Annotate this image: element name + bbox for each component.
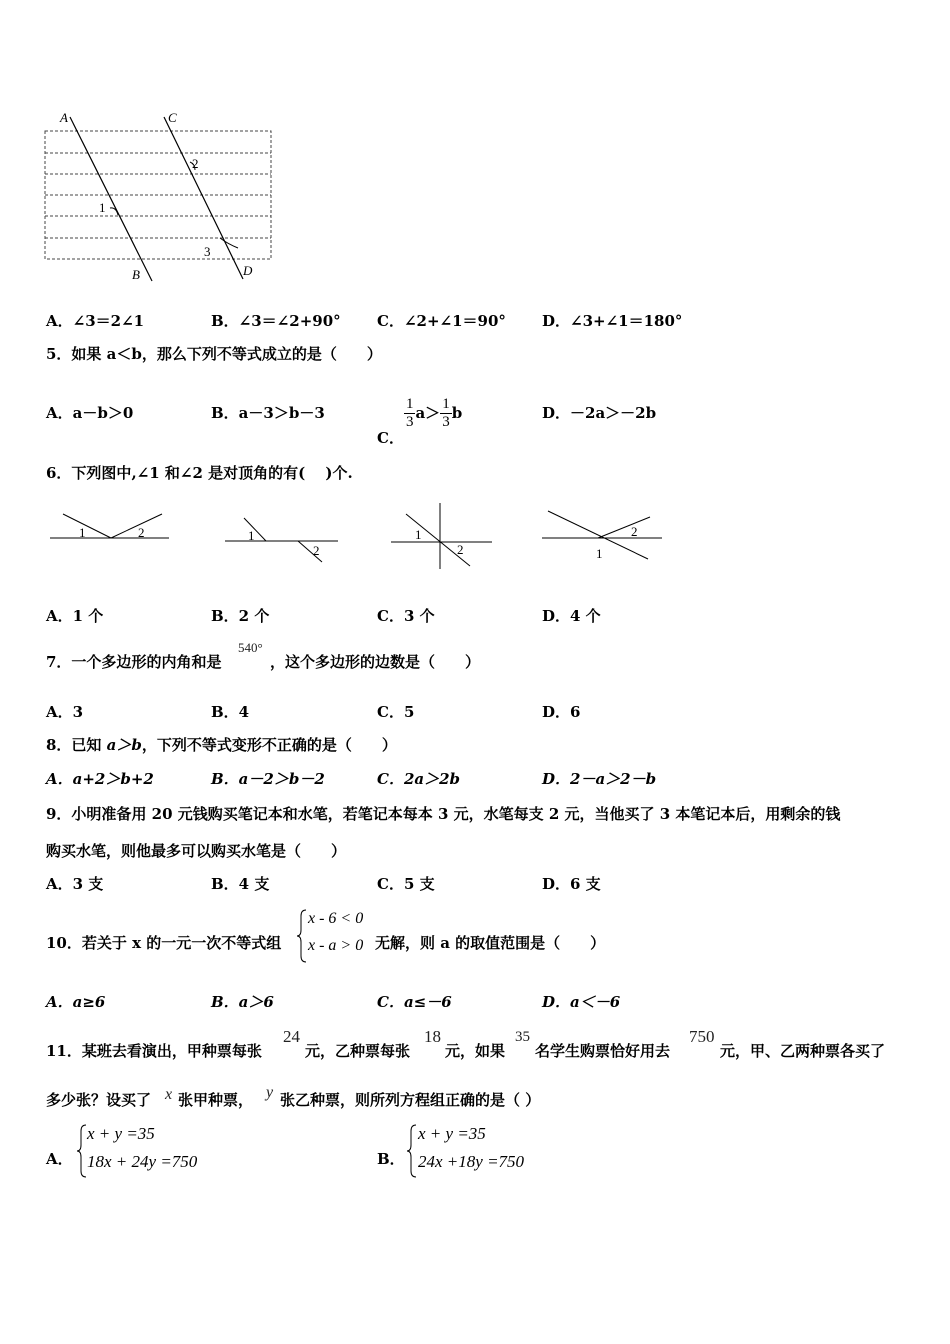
q5-option-b[interactable]: B．a－3＞b－3 — [211, 404, 325, 422]
label-c: C — [168, 110, 177, 125]
q10-option-b[interactable]: B．a＞6 — [211, 993, 274, 1011]
q9-option-d[interactable]: D．6 支 — [542, 875, 601, 893]
q4-option-b[interactable]: B．∠3＝∠2+90° — [211, 312, 341, 330]
transversal-ab — [70, 117, 152, 281]
fraction-numerator: 1 — [405, 395, 414, 412]
q10-stem-before: 10．若关于 x 的一元一次不等式组 — [46, 934, 282, 952]
q6-stem: 6．下列图中,∠1 和∠2 是对顶角的有( )个. — [46, 464, 353, 482]
q11-option-b-eq2: 24x +18y =750 — [418, 1152, 525, 1171]
q11-text-2: 元，乙种票每张 — [305, 1042, 411, 1060]
q11-option-a-label[interactable]: A． — [46, 1150, 73, 1168]
q6-fig2-angle-1: 1 — [248, 528, 255, 543]
q8-stem — [46, 735, 397, 755]
q4-option-d[interactable]: D．∠3+∠1＝180° — [542, 312, 683, 330]
q11-option-b-label[interactable]: B． — [377, 1150, 405, 1168]
angle-2-label: 2 — [192, 156, 199, 171]
q7-angle-sum: 540° — [238, 640, 263, 655]
q9-option-a[interactable]: A．3 支 — [46, 875, 104, 893]
q6-fig3-angle-2: 2 — [457, 542, 464, 557]
q6-option-c[interactable]: C．3 个 — [377, 607, 435, 625]
label-b: B — [132, 267, 140, 282]
q5-option-c-tail: b — [451, 404, 463, 422]
q11-text-3: 元，如果 — [445, 1042, 506, 1060]
q5-stem: 5．如果 a＜b，那么下列不等式成立的是（ ） — [46, 345, 382, 363]
q6-figure-1 — [45, 505, 175, 555]
q6-fig3-angle-1: 1 — [415, 527, 422, 542]
angle-1-label: 1 — [99, 200, 106, 215]
q11-option-a-eq2: 18x + 24y =750 — [87, 1152, 198, 1171]
q11-total: 750 — [689, 1027, 715, 1046]
parallel-lines-figure — [40, 105, 280, 285]
q11-text-7: 张甲种票， — [178, 1091, 254, 1109]
fraction-denominator: 3 — [405, 413, 414, 430]
q6-fig2-angle-2: 2 — [313, 543, 320, 558]
q11-price-b: 18 — [424, 1027, 441, 1046]
angle-3-arc — [220, 238, 238, 248]
q10-option-a[interactable]: A．a≥6 — [46, 993, 106, 1011]
q11-var-y: y — [266, 1084, 274, 1101]
q6-option-b[interactable]: B．2 个 — [211, 607, 270, 625]
q6-fig1-angle-1: 1 — [79, 525, 86, 540]
label-d: D — [243, 263, 253, 278]
q6-fig4-angle-1: 1 — [596, 546, 603, 561]
q11-text-5: 元，甲、乙两种票各买了 — [720, 1042, 886, 1060]
q11-text-4: 名学生购票恰好用去 — [535, 1042, 671, 1060]
q6-option-d[interactable]: D．4 个 — [542, 607, 601, 625]
q6-figure-4 — [538, 503, 666, 565]
q11-option-b-brace — [406, 1123, 418, 1179]
q8-option-c[interactable]: C．2a＞2b — [377, 770, 461, 788]
q8-stem-suffix: ，下列不等式变形不正确的是（ ） — [141, 736, 397, 754]
q11-price-a: 24 — [283, 1027, 300, 1046]
q11-var-x: x — [165, 1086, 173, 1103]
q8-option-d[interactable]: D．2－a＞2－b — [542, 770, 657, 788]
q9-option-b[interactable]: B．4 支 — [211, 875, 270, 893]
q8-option-a[interactable]: A．a+2＞b+2 — [46, 770, 154, 788]
q9-stem-line2: 购买水笔，则他最多可以购买水笔是（ ） — [46, 842, 347, 860]
q6-figure-3 — [388, 500, 496, 572]
q11-students: 35 — [515, 1029, 530, 1045]
q6-option-a[interactable]: A．1 个 — [46, 607, 104, 625]
q11-text-6: 多少张？设买了 — [46, 1091, 152, 1109]
label-a: A — [60, 110, 68, 125]
fraction-numerator-2: 1 — [442, 395, 450, 412]
q6-figure-2 — [220, 510, 345, 570]
q10-inequality-1: x - 6 < 0 — [308, 910, 364, 927]
q7-stem-before: 7．一个多边形的内角和是 — [46, 653, 222, 671]
q7-option-a[interactable]: A．3 — [46, 703, 84, 721]
q11-option-a-eq1: x + y =35 — [87, 1124, 155, 1143]
q10-inequality-2: x - a > 0 — [308, 937, 364, 954]
q10-stem-after: 无解，则 a 的取值范围是（ ） — [375, 934, 606, 952]
q5-option-c[interactable] — [377, 378, 462, 448]
q6-fig1-angle-2: 2 — [138, 525, 145, 540]
q9-option-c[interactable]: C．5 支 — [377, 875, 435, 893]
fraction-one-third — [404, 396, 416, 431]
q5-option-d[interactable]: D．－2a＞－2b — [542, 404, 657, 422]
q10-option-c[interactable]: C．a≤－6 — [377, 993, 452, 1011]
q5-option-c-mid: a＞ — [415, 404, 441, 422]
q10-option-d[interactable]: D．a＜－6 — [542, 993, 621, 1011]
q7-option-b[interactable]: B．4 — [211, 703, 250, 721]
q4-option-c[interactable]: C．∠2+∠1＝90° — [377, 312, 506, 330]
q5-option-a[interactable]: A．a－b＞0 — [46, 404, 134, 422]
q9-stem-line1: 9．小明准备用 20 元钱购买笔记本和水笔，若笔记本每本 3 元，水笔每支 2 元，当他买了 3 本笔记本后，用剩余的钱 — [46, 805, 841, 823]
fraction-denominator-2: 3 — [442, 413, 450, 430]
q8-stem-prefix: 8．已知 — [46, 736, 107, 754]
q8-option-b[interactable]: B．a－2＞b－2 — [211, 770, 325, 788]
q5-option-c-prefix: C． — [377, 429, 404, 447]
q8-condition: a＞b — [106, 736, 142, 754]
q11-option-b-eq1: x + y =35 — [418, 1124, 486, 1143]
q7-option-d[interactable]: D．6 — [542, 703, 581, 721]
q10-system-brace — [296, 908, 308, 964]
dashed-parallel-lines — [45, 131, 271, 259]
q6-fig4-angle-2: 2 — [631, 524, 638, 539]
q7-stem-after: ，这个多边形的边数是（ ） — [270, 653, 481, 671]
fraction-one-third-2 — [440, 396, 452, 431]
q4-option-a[interactable]: A．∠3＝2∠1 — [46, 312, 145, 330]
q7-option-c[interactable]: C．5 — [377, 703, 415, 721]
q11-text-8: 张乙种票，则所列方程组正确的是（ ） — [280, 1091, 541, 1109]
q11-text-1: 11．某班去看演出，甲种票每张 — [46, 1042, 262, 1060]
angle-3-label: 3 — [204, 244, 211, 259]
angle-1-arc — [110, 208, 118, 215]
